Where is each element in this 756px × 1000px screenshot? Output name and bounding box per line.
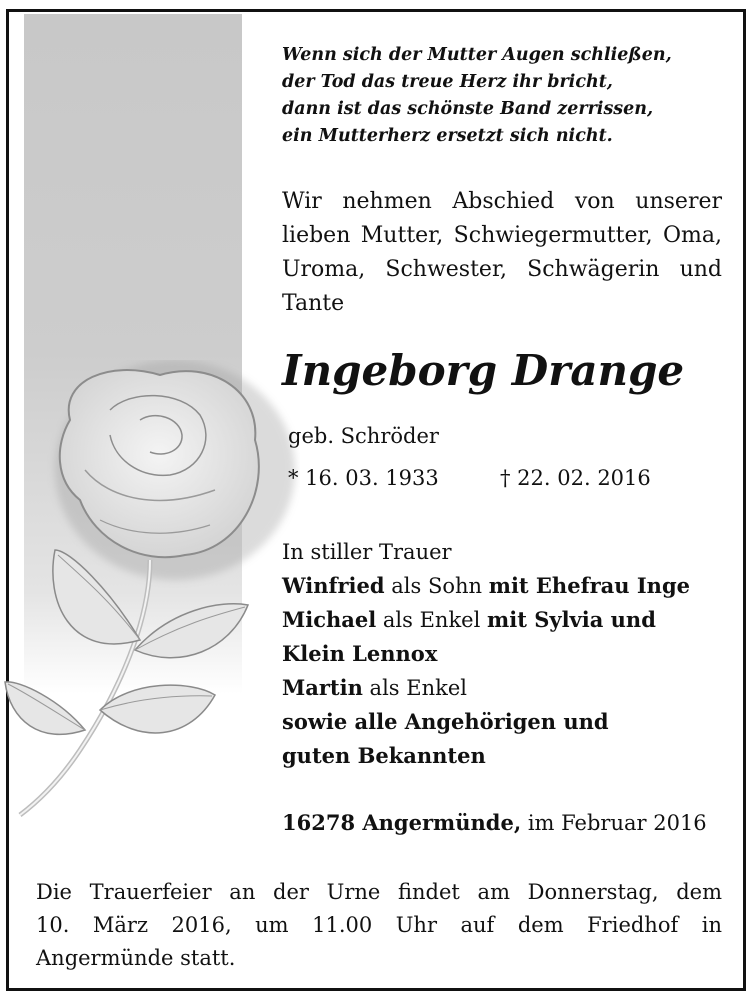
mourner-role: als Sohn [384, 574, 489, 598]
death-date: † 22. 02. 2016 [500, 466, 651, 490]
mourner-line [282, 569, 732, 603]
place-month: im Februar 2016 [521, 811, 707, 835]
birth-date: * 16. 03. 1933 [288, 466, 439, 490]
birth-name: geb. Schröder [288, 424, 439, 448]
poem-line: Wenn sich der Mutter Augen schließen, [282, 45, 672, 65]
place-city: 16278 Angermünde, [282, 810, 522, 835]
mourner-name: Winfried [282, 573, 385, 598]
notice-line: Angermünde statt. [36, 946, 236, 970]
poem-line: ein Mutterherz ersetzt sich nicht. [282, 126, 613, 146]
mourner-role: als Enkel [362, 676, 467, 700]
mourner-name: Michael [282, 607, 377, 632]
mourner-line [282, 671, 732, 705]
mourner-role: als Enkel [376, 608, 487, 632]
deceased-name: Ingeborg Drange [282, 346, 685, 395]
place-date [282, 810, 707, 835]
mourners-heading: In stiller Trauer [282, 540, 452, 564]
mourner-name: Martin [282, 675, 363, 700]
mourner-line [282, 603, 732, 637]
mourners-list [282, 535, 732, 773]
poem-line: der Tod das treue Herz ihr bricht, [282, 72, 613, 92]
poem-line: dann ist das schönste Band zerrissen, [282, 99, 654, 119]
mourner-line: guten Bekannten [282, 743, 486, 768]
mourner-line: Klein Lennox [282, 641, 438, 666]
mourner-partner: mit Sylvia und [487, 607, 656, 632]
funeral-notice [36, 876, 722, 975]
mourner-line: sowie alle Angehörigen und [282, 709, 609, 734]
notice-line: 10. März 2016, um 11.00 Uhr auf dem Friedhof in [36, 913, 722, 937]
farewell-text: Wir nehmen Abschied von unserer lieben Mutter, Schwiegermutter, Oma, Uroma, Schwester, Schwägerin und Tante [282, 189, 722, 316]
poem [282, 42, 722, 150]
notice-line: Die Trauerfeier an der Urne findet am Donnerstag, dem [36, 880, 722, 904]
mourner-partner: mit Ehefrau Inge [488, 573, 690, 598]
rose-illustration [0, 360, 300, 820]
